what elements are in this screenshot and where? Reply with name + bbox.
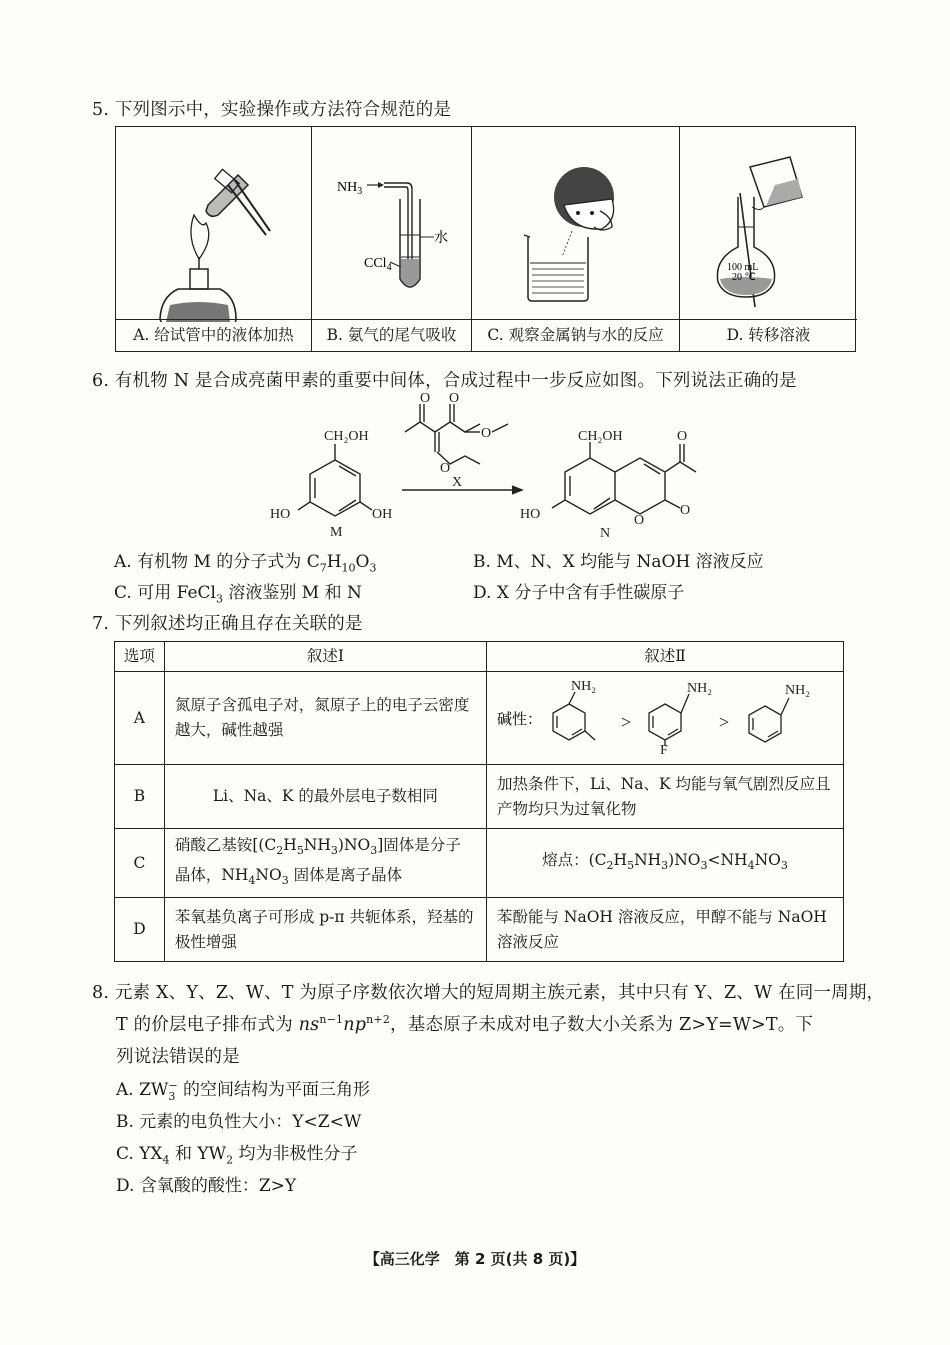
water-label: 水 bbox=[434, 230, 448, 246]
q5-caption-a: A. 给试管中的液体加热 bbox=[116, 319, 311, 351]
alcohol-lamp-heating-illustration bbox=[116, 127, 312, 322]
q6-option-a: A. 有机物 M 的分子式为 $C_7H_{10}O_3$ bbox=[114, 552, 377, 575]
q5-figure-table bbox=[115, 126, 856, 352]
volumetric-flask-illustration bbox=[680, 127, 857, 322]
q8-stem-line2: T 的价层电子排布式为 $ns^{n-1}np^{n+2}$，基态原子未成对电子数大小关系为 Z>Y=W>T。下 bbox=[116, 1013, 814, 1035]
nh2-label-1: NH₂ bbox=[570, 679, 597, 694]
flask-temp-label: 20 ℃ bbox=[732, 272, 756, 283]
ccl4-label: CCl$_4$ bbox=[364, 256, 392, 273]
q7-table bbox=[114, 641, 844, 962]
m-ch2oh-label: CH₂OH bbox=[324, 429, 369, 444]
gt-symbol-2: > bbox=[718, 712, 730, 732]
n-co-label: O bbox=[680, 503, 691, 518]
n-ch2oh-label: CH₂OH bbox=[578, 429, 623, 444]
q7-row-a-stmt1: 氮原子含孤电子对，氮原子上的电子云密度越大，碱性越强 bbox=[164, 672, 486, 765]
aniline-basicity-comparison bbox=[493, 672, 837, 756]
x-o2-label: O bbox=[449, 392, 460, 406]
q7-row-label: B bbox=[115, 765, 165, 829]
label-n: N bbox=[600, 526, 611, 541]
q7-row-label: C bbox=[115, 829, 165, 898]
q7-row-c-stmt2: 熔点：$(C_2H_5NH_3)NO_3<NH_4NO_3$ bbox=[486, 829, 843, 898]
q6-title: 6. 有机物 N 是合成亮菌甲素的重要中间体，合成过程中一步反应如图。下列说法正确的是 bbox=[92, 371, 797, 391]
q7-header-option: 选项 bbox=[115, 642, 165, 672]
q7-row-c-stmt1: 硝酸乙基铵$[(C_2H_5NH_3)NO_3]$固体是分子晶体，$NH_4NO_3$ 固体是离子晶体 bbox=[164, 829, 486, 898]
label-m: M bbox=[330, 525, 343, 540]
q6-option-d: D. X 分子中含有手性碳原子 bbox=[473, 583, 685, 603]
x-o3-label: O bbox=[481, 426, 492, 441]
q5-caption-d: D. 转移溶液 bbox=[680, 319, 857, 351]
x-o4-label: O bbox=[440, 461, 451, 476]
q6-option-c: C. 可用 FeCl$_3$ 溶液鉴别 M 和 N bbox=[114, 583, 362, 606]
q8-option-c: C. $YX_4$ 和 $YW_2$ 均为非极性分子 bbox=[116, 1144, 358, 1167]
q7-row-d-stmt1: 苯氧基负离子可形成 p-π 共轭体系，羟基的极性增强 bbox=[164, 898, 486, 962]
q7-title: 7. 下列叙述均正确且存在关联的是 bbox=[92, 614, 363, 634]
q6-option-b: B. M、N、X 均能与 NaOH 溶液反应 bbox=[473, 552, 764, 572]
gt-symbol-1: > bbox=[620, 712, 632, 732]
q5-caption-b: B. 氨气的尾气吸收 bbox=[312, 319, 471, 351]
q7-row-label: A bbox=[115, 672, 165, 765]
q7-row-a-stmt2 bbox=[486, 672, 843, 765]
q5-panel-c bbox=[472, 127, 680, 351]
q7-row-d-stmt2: 苯酚能与 NaOH 溶液反应，甲醇不能与 NaOH 溶液反应 bbox=[486, 898, 843, 962]
q6-reaction-scheme bbox=[260, 392, 700, 542]
x-o1-label: O bbox=[420, 392, 431, 406]
q7-row-b bbox=[115, 765, 844, 829]
nh2-label-3: NH₂ bbox=[784, 683, 811, 698]
q7-row-b-stmt1: Li、Na、K 的最外层电子数相同 bbox=[164, 765, 486, 829]
q7-row-c bbox=[115, 829, 844, 898]
n-acetyl-o-label: O bbox=[677, 429, 688, 444]
label-x: X bbox=[452, 475, 463, 490]
q7-row-d bbox=[115, 898, 844, 962]
q8-option-d: D. 含氧酸的酸性：Z>Y bbox=[116, 1176, 297, 1196]
q5-caption-c: C. 观察金属钠与水的反应 bbox=[472, 319, 679, 351]
q8-stem-line1: 8. 元素 X、Y、Z、W、T 为原子序数依次增大的短周期主族元素，其中只有 Y、Z、W 在同一周期， bbox=[92, 983, 885, 1003]
n-ring-o-label: O bbox=[634, 513, 645, 528]
q7-header-stmt2: 叙述Ⅱ bbox=[486, 642, 843, 672]
q7-row-a bbox=[115, 672, 844, 765]
m-ho-label: HO bbox=[270, 507, 291, 522]
q7-row-label: D bbox=[115, 898, 165, 962]
q5-panel-b bbox=[312, 127, 472, 351]
ammonia-absorption-illustration bbox=[312, 127, 472, 322]
q8-option-a: A. ZW − 3 的空间结构为平面三角形 bbox=[116, 1078, 370, 1103]
n-ho-label: HO bbox=[520, 507, 541, 522]
observe-sodium-illustration bbox=[472, 127, 680, 322]
nh2-label-2: NH₂ bbox=[686, 681, 713, 696]
q7-row-b-stmt2: 加热条件下，Li、Na、K 均能与氧气剧烈反应且产物均只为过氧化物 bbox=[486, 765, 843, 829]
q8-option-b: B. 元素的电负性大小：Y<Z<W bbox=[116, 1112, 362, 1132]
nh3-label: $NH_3$ bbox=[337, 180, 363, 197]
q7-header-stmt1: 叙述Ⅰ bbox=[164, 642, 486, 672]
q5-title: 5. 下列图示中，实验操作或方法符合规范的是 bbox=[92, 100, 452, 120]
page-footer: 【高三化学 第 2 页(共 8 页)】 bbox=[364, 1250, 586, 1268]
basicity-prefix: 碱性： bbox=[496, 710, 542, 728]
q5-panel-d bbox=[680, 127, 857, 351]
q7-header-row bbox=[115, 642, 844, 672]
q5-panel-a bbox=[116, 127, 312, 351]
q8-stem-line3: 列说法错误的是 bbox=[116, 1047, 240, 1067]
m-oh-label: OH bbox=[372, 507, 393, 522]
flask-volume-label: 100 mL bbox=[727, 262, 759, 273]
fluoro-label: F bbox=[659, 743, 668, 756]
